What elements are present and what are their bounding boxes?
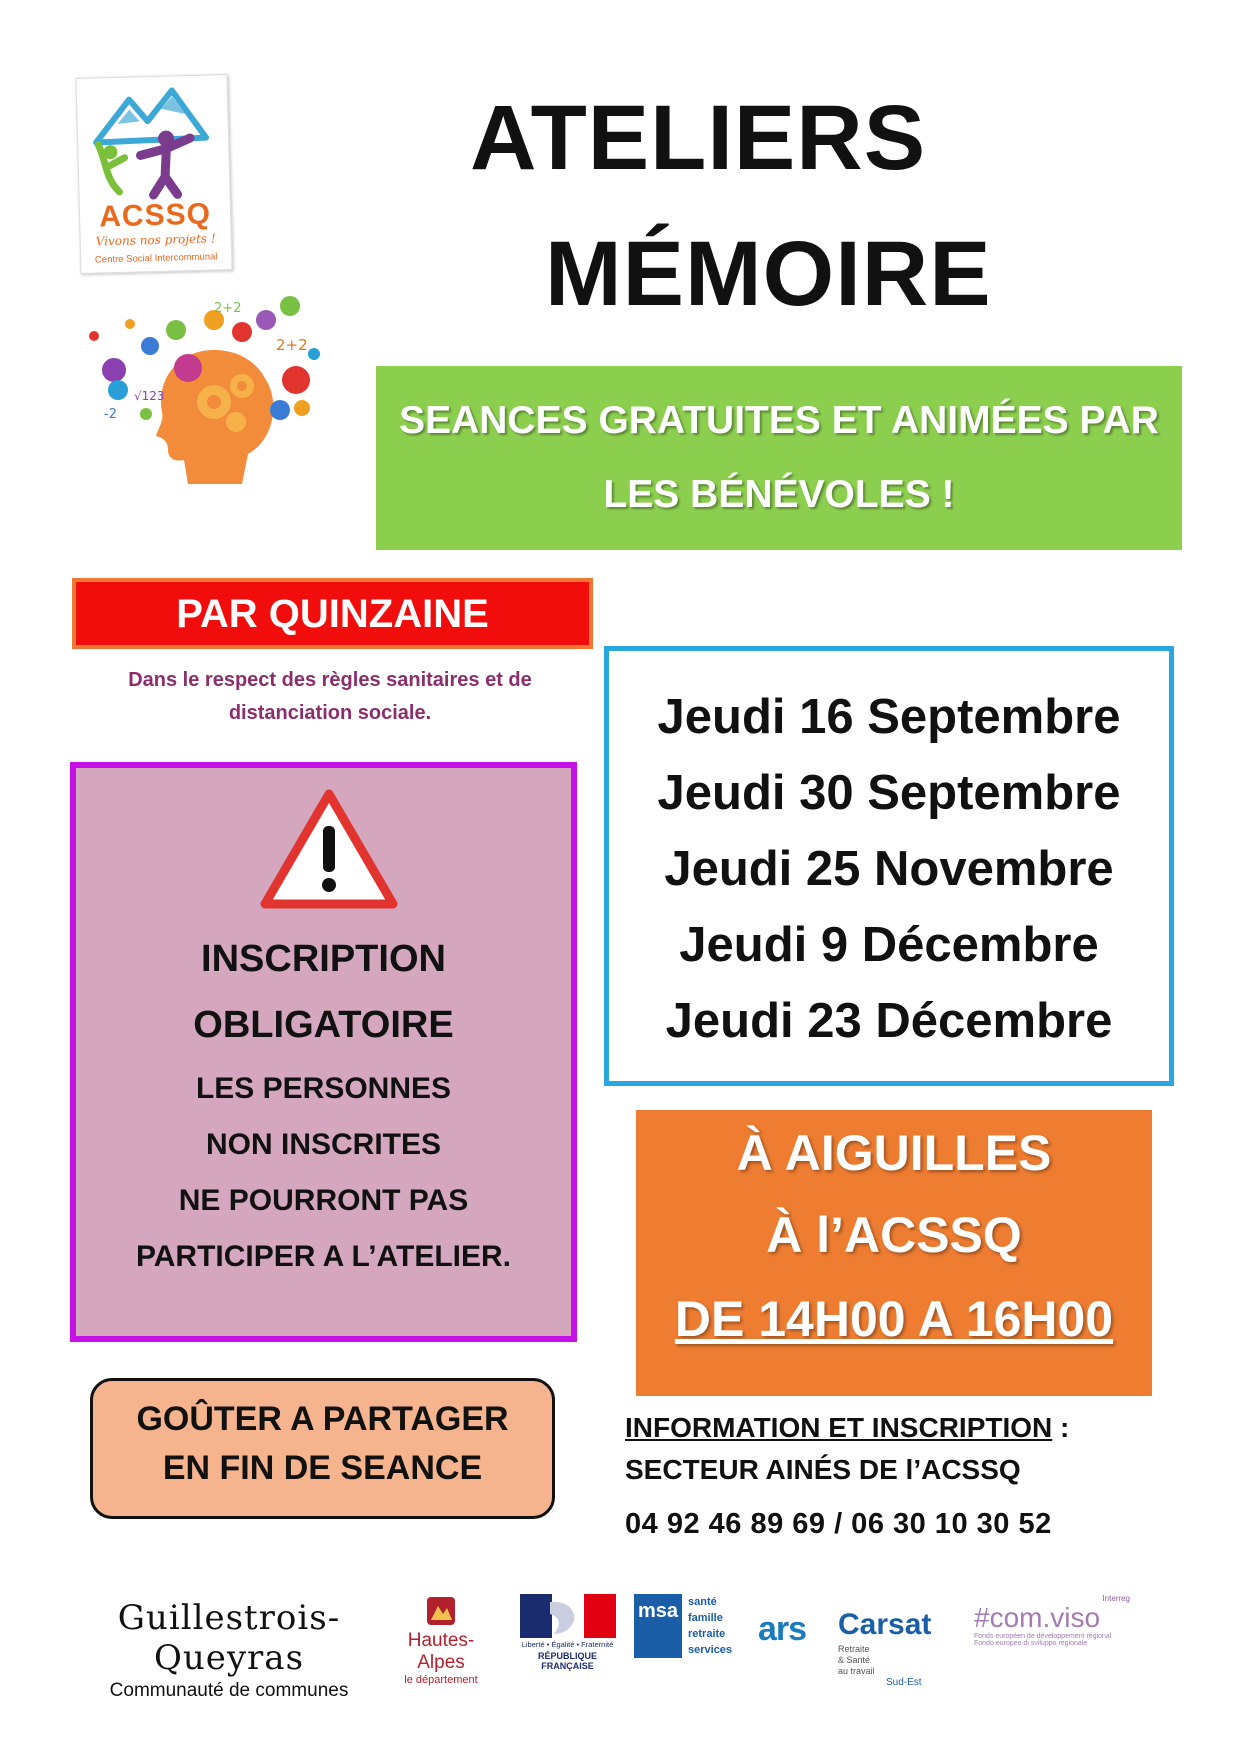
location-line-2: À l’ACSSQ bbox=[766, 1207, 1022, 1263]
msa-logo bbox=[634, 1594, 682, 1658]
hautes-alpes-emblem-icon bbox=[424, 1594, 458, 1628]
dates-box bbox=[604, 646, 1174, 1086]
logo-subtitle: Centre Social Intercommunal bbox=[94, 251, 218, 266]
guillestrois-sub: Communauté de communes bbox=[109, 1680, 349, 1701]
sanitary-note-line-2: distanciation sociale. bbox=[228, 702, 432, 724]
comviso-sub-1: Fonds européen de développement régional bbox=[974, 1633, 1112, 1640]
partner-republique-francaise bbox=[515, 1594, 620, 1671]
warning-line-4: NON INSCRITES bbox=[205, 1128, 442, 1161]
msa-line-2: famille bbox=[688, 1612, 723, 1624]
date-item: Jeudi 9 Décembre bbox=[679, 918, 1099, 972]
date-item: Jeudi 23 Décembre bbox=[665, 994, 1113, 1048]
location-line-1: À AIGUILLES bbox=[736, 1125, 1052, 1181]
contact-info bbox=[625, 1412, 1185, 1541]
date-item: Jeudi 30 Septembre bbox=[657, 766, 1121, 820]
comviso-tag: Interreg bbox=[1102, 1594, 1130, 1603]
acssq-logo bbox=[75, 74, 232, 274]
contact-sector: SECTEUR AINÉS DE l’ACSSQ bbox=[625, 1454, 1021, 1485]
partner-guillestrois-queyras bbox=[84, 1598, 374, 1702]
warning-line-3: LES PERSONNES bbox=[195, 1072, 452, 1105]
sanitary-note-line-1: Dans le respect des règles sanitaires et de bbox=[128, 669, 532, 691]
svg-text:-2: -2 bbox=[104, 407, 117, 422]
warning-line-6: PARTICIPER A L’ATELIER. bbox=[135, 1240, 511, 1273]
date-item: Jeudi 25 Novembre bbox=[664, 842, 1114, 896]
date-item: Jeudi 16 Septembre bbox=[657, 690, 1121, 744]
partner-msa bbox=[634, 1594, 746, 1660]
comviso-name: #com.viso bbox=[974, 1602, 1101, 1633]
warning-line-5: NE POURRONT PAS bbox=[178, 1184, 469, 1217]
free-sessions-line-1: SEANCES GRATUITES ET ANIMÉES PAR bbox=[399, 399, 1159, 442]
comviso-sub-2: Fondo europeo di sviluppo regionale bbox=[974, 1640, 1088, 1647]
hautes-alpes-name: Hautes-Alpes bbox=[407, 1630, 475, 1673]
location-box bbox=[636, 1110, 1152, 1396]
brain-head-icon bbox=[64, 290, 336, 490]
msa-line-3: retraite bbox=[688, 1628, 726, 1640]
logo-slogan: Vivons nos projets ! bbox=[95, 231, 216, 249]
republique-name: RÉPUBLIQUE FRANÇAISE bbox=[537, 1651, 597, 1671]
snack-line-1: GOÛTER A PARTAGER bbox=[136, 1400, 509, 1438]
free-sessions-line-2: LES BÉNÉVOLES ! bbox=[603, 473, 955, 516]
warning-triangle-icon bbox=[259, 788, 399, 912]
marianne-flag-icon bbox=[520, 1594, 616, 1638]
partner-ars bbox=[758, 1610, 828, 1649]
carsat-sub: Sud-Est bbox=[886, 1677, 922, 1688]
contact-phones: 04 92 46 89 69 / 06 30 10 30 52 bbox=[625, 1508, 1052, 1540]
contact-heading-colon: : bbox=[1052, 1412, 1070, 1443]
registration-warning-box bbox=[70, 762, 577, 1342]
logo-brand: ACSSQ bbox=[98, 197, 212, 234]
svg-text:2+2: 2+2 bbox=[214, 301, 242, 316]
ars-name: ars bbox=[758, 1610, 807, 1648]
svg-text:√123: √123 bbox=[134, 389, 165, 403]
carsat-name: Carsat bbox=[838, 1608, 932, 1641]
title-line-2: MÉMOIRE bbox=[545, 223, 992, 325]
msa-line-4: services bbox=[688, 1644, 733, 1656]
warning-line-2: OBLIGATOIRE bbox=[193, 1004, 454, 1046]
warning-line-1: INSCRIPTION bbox=[201, 938, 446, 980]
frequency-banner bbox=[72, 578, 593, 649]
dates-list bbox=[609, 679, 1169, 1059]
title-line-1: ATELIERS bbox=[470, 87, 927, 189]
msa-logo-text: msa bbox=[637, 1600, 679, 1622]
republique-motto: Liberté • Égalité • Fraternité bbox=[521, 1640, 614, 1649]
frequency-text: PAR QUINZAINE bbox=[176, 592, 489, 636]
msa-line-1: santé bbox=[688, 1596, 717, 1608]
carsat-side-1: Retraite bbox=[838, 1644, 870, 1654]
partner-comviso bbox=[974, 1594, 1146, 1647]
free-sessions-banner bbox=[376, 366, 1182, 550]
partner-hautes-alpes bbox=[386, 1594, 496, 1686]
snack-box bbox=[90, 1378, 555, 1519]
mountain-logo-icon bbox=[77, 79, 230, 203]
sanitary-note bbox=[70, 664, 590, 730]
contact-heading: INFORMATION ET INSCRIPTION bbox=[625, 1412, 1053, 1443]
carsat-side-2: & Santé bbox=[838, 1655, 871, 1665]
partner-carsat bbox=[838, 1608, 968, 1688]
guillestrois-name: Guillestrois-Queyras bbox=[117, 1598, 341, 1678]
svg-text:2+2: 2+2 bbox=[276, 336, 308, 354]
location-time: DE 14H00 A 16H00 bbox=[674, 1291, 1114, 1347]
carsat-side-3: au travail bbox=[838, 1666, 875, 1676]
hautes-alpes-sub: le département bbox=[404, 1674, 478, 1686]
snack-line-2: EN FIN DE SEANCE bbox=[162, 1449, 483, 1487]
